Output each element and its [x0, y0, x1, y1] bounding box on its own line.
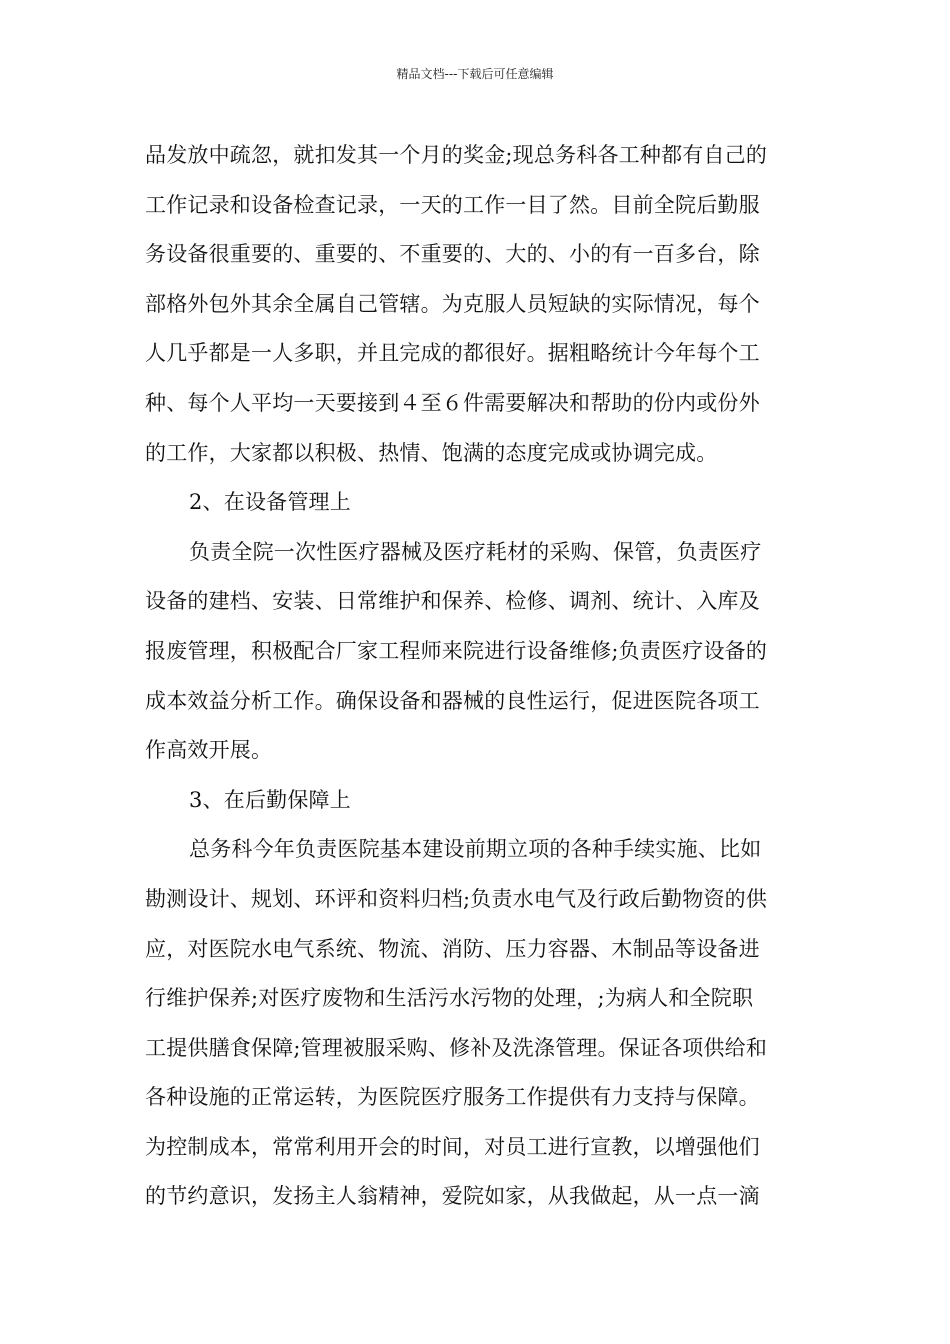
text-line: 品发放中疏忽，就扣发其一个月的奖金;现总务科各工种都有自己的	[145, 143, 768, 167]
text-line: 勘测设计、规划、环评和资料归档;负责水电气及行政后勤物资的供	[145, 886, 768, 911]
text-line: 各种设施的正常运转，为医院医疗服务工作提供有力支持与保障。	[145, 1085, 760, 1110]
text-line: 种、每个人平均一天要接到４至６件需要解决和帮助的份内或份外	[145, 390, 760, 415]
text-line: 人几乎都是一人多职，并且完成的都很好。据粗略统计今年每个工	[145, 341, 760, 366]
section-heading: 2、在设备管理上	[189, 490, 351, 515]
text-line: 应，对医院水电气系统、物流、消防、压力容器、木制品等设备进	[145, 936, 760, 961]
text-line: 工作记录和设备检查记录，一天的工作一目了然。目前全院后勤服	[145, 192, 760, 217]
text-line: 总务科今年负责医院基本建设前期立项的各种手续实施、比如	[189, 837, 762, 862]
text-line: 的工作，大家都以积极、热情、饱满的态度完成或协调完成。	[145, 440, 718, 465]
text-line: 成本效益分析工作。确保设备和器械的良性运行，促进医院各项工	[145, 688, 760, 713]
text-line: 设备的建档、安装、日常维护和保养、检修、调剂、统计、入库及	[145, 589, 760, 614]
text-line: 的节约意识，发扬主人翁精神，爱院如家，从我做起，从一点一滴	[145, 1184, 760, 1209]
text-line: 报废管理，积极配合厂家工程师来院进行设备维修;负责医疗设备的	[145, 638, 768, 663]
document-body	[145, 131, 810, 1222]
text-line: 行维护保养;对医疗废物和生活污水污物的处理，;为病人和全院职	[145, 986, 754, 1011]
section-heading: 3、在后勤保障上	[189, 787, 351, 812]
text-line: 工提供膳食保障;管理被服采购、修补及洗涤管理。保证各项供给和	[145, 1035, 768, 1060]
text-line: 作高效开展。	[145, 738, 273, 763]
text-line: 务设备很重要的、重要的、不重要的、大的、小的有一百多台，除	[145, 242, 760, 267]
text-line: 负责全院一次性医疗器械及医疗耗材的采购、保管，负责医疗	[189, 539, 762, 564]
page-header: 精品文档---下载后可任意编辑	[396, 67, 554, 81]
text-line: 部格外包外其余全属自己管辖。为克服人员短缺的实际情况，每个	[145, 291, 760, 316]
text-line: 为控制成本，常常利用开会的时间，对员工进行宣教，以增强他们	[145, 1134, 760, 1159]
